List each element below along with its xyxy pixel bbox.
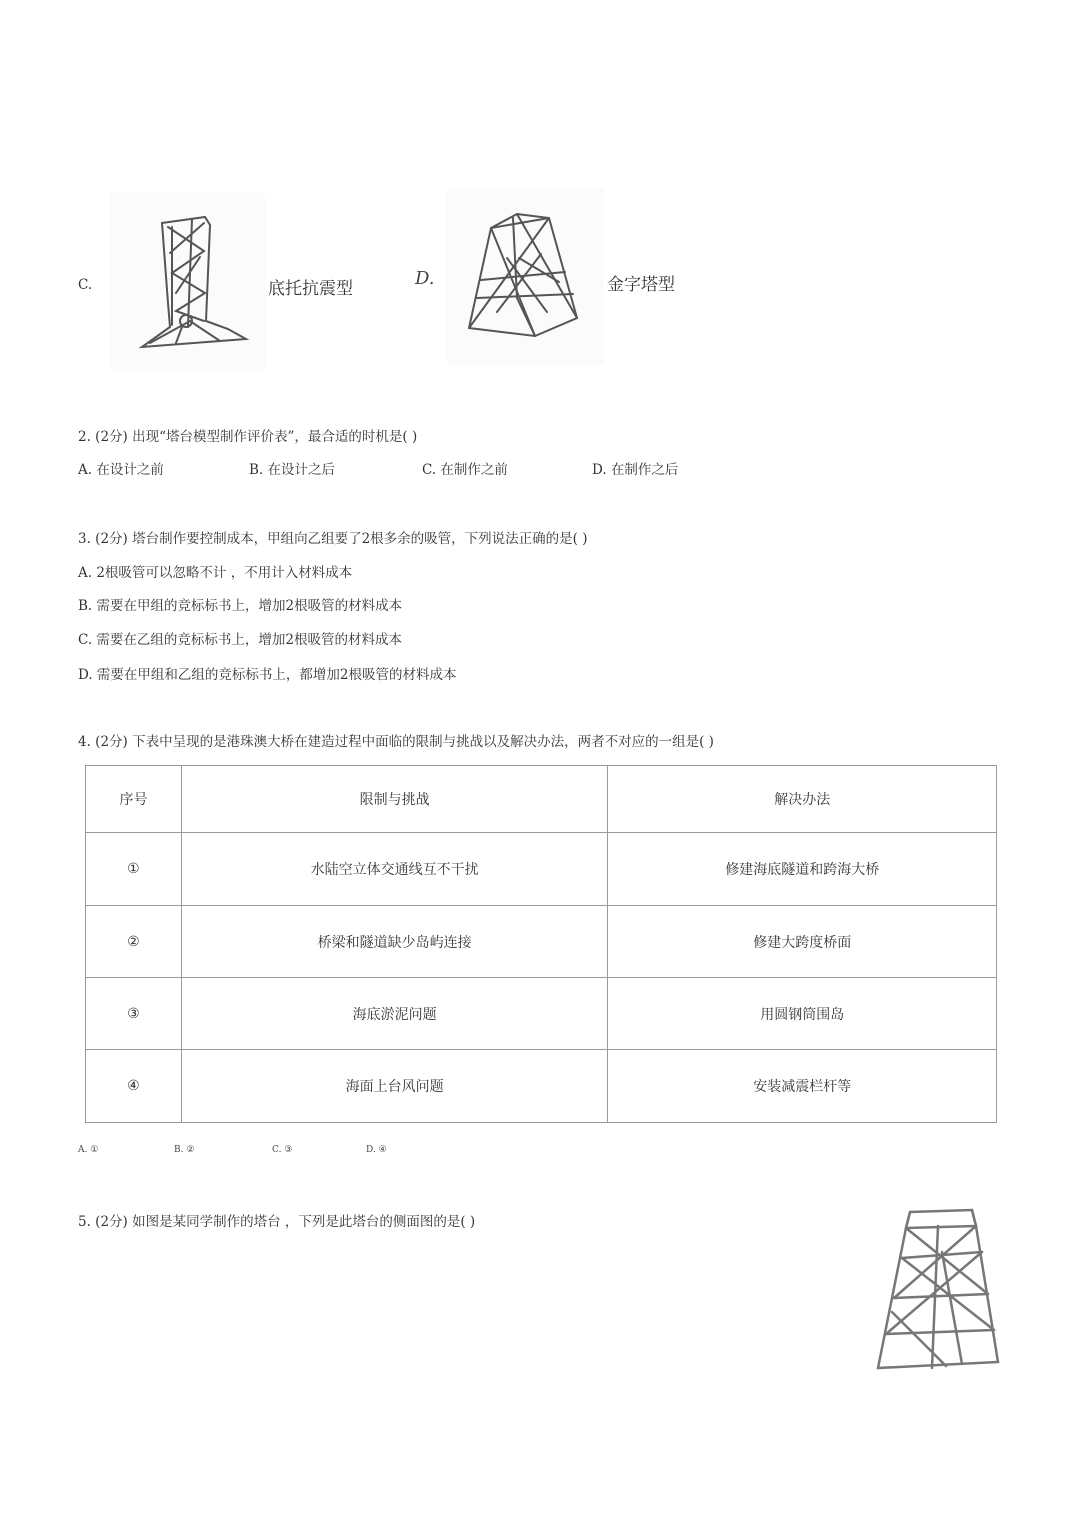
table-row: [86, 906, 997, 978]
table-row: [86, 833, 997, 906]
row-index: ①: [86, 833, 182, 906]
base-shockproof-tower-image: [110, 193, 265, 371]
student-tower-image: [872, 1202, 1002, 1374]
row-solution: 修建海底隧道和跨海大桥: [608, 833, 997, 906]
row-challenge: 水陆空立体交通线互不干扰: [181, 833, 608, 906]
option-c-letter: C.: [78, 277, 93, 293]
header-challenge: 限制与挑战: [181, 766, 608, 833]
table-row: [86, 1050, 997, 1123]
row-solution: 用圆钢筒围岛: [608, 978, 997, 1050]
q3-option-c: C. 需要在乙组的竞标标书上，增加2根吸管的材料成本: [78, 632, 403, 648]
q4-stem: 4. (2分) 下表中呈现的是港珠澳大桥在建造过程中面临的限制与挑战以及解决办法，两者不对应的一组是( ): [78, 734, 714, 750]
row-index: ④: [86, 1050, 182, 1123]
table-row: [86, 978, 997, 1050]
table-header-row: [86, 766, 997, 833]
row-index: ③: [86, 978, 182, 1050]
q3-stem: 3. (2分) 塔台制作要控制成本，甲组向乙组要了2根多余的吸管，下列说法正确的是( ): [78, 531, 588, 547]
option-d-letter: D.: [415, 268, 435, 289]
q4-option-a: A. ①: [78, 1145, 99, 1155]
q4-option-c: C. ③: [272, 1145, 293, 1155]
bridge-challenges-table: [85, 765, 997, 1123]
q2-option-a: A. 在设计之前: [78, 462, 164, 478]
row-solution: 安装减震栏杆等: [608, 1050, 997, 1123]
q5-stem: 5. (2分) 如图是某同学制作的塔台 ，下列是此塔台的侧面图的是( ): [78, 1214, 476, 1230]
header-index: 序号: [86, 766, 182, 833]
q2-option-b: B. 在设计之后: [249, 462, 336, 478]
q4-option-d: D. ④: [366, 1145, 387, 1155]
row-index: ②: [86, 906, 182, 978]
option-c-label: 底托抗震型: [268, 279, 353, 299]
q3-option-d: D. 需要在甲组和乙组的竞标标书上，都增加2根吸管的材料成本: [78, 667, 457, 683]
q2-option-d: D. 在制作之后: [592, 462, 679, 478]
q3-option-a: A. 2根吸管可以忽略不计 ，不用计入材料成本: [78, 565, 353, 581]
q2-option-c: C. 在制作之前: [422, 462, 508, 478]
option-d-label: 金字塔型: [607, 275, 675, 295]
row-challenge: 桥梁和隧道缺少岛屿连接: [181, 906, 608, 978]
header-solution: 解决办法: [608, 766, 997, 833]
q2-stem: 2. (2分) 出现“塔台模型制作评价表”，最合适的时机是( ): [78, 429, 418, 445]
row-challenge: 海面上台风问题: [181, 1050, 608, 1123]
q4-option-b: B. ②: [174, 1145, 195, 1155]
pyramid-tower-image: [447, 188, 604, 365]
q3-option-b: B. 需要在甲组的竞标标书上，增加2根吸管的材料成本: [78, 598, 403, 614]
row-solution: 修建大跨度桥面: [608, 906, 997, 978]
row-challenge: 海底淤泥问题: [181, 978, 608, 1050]
